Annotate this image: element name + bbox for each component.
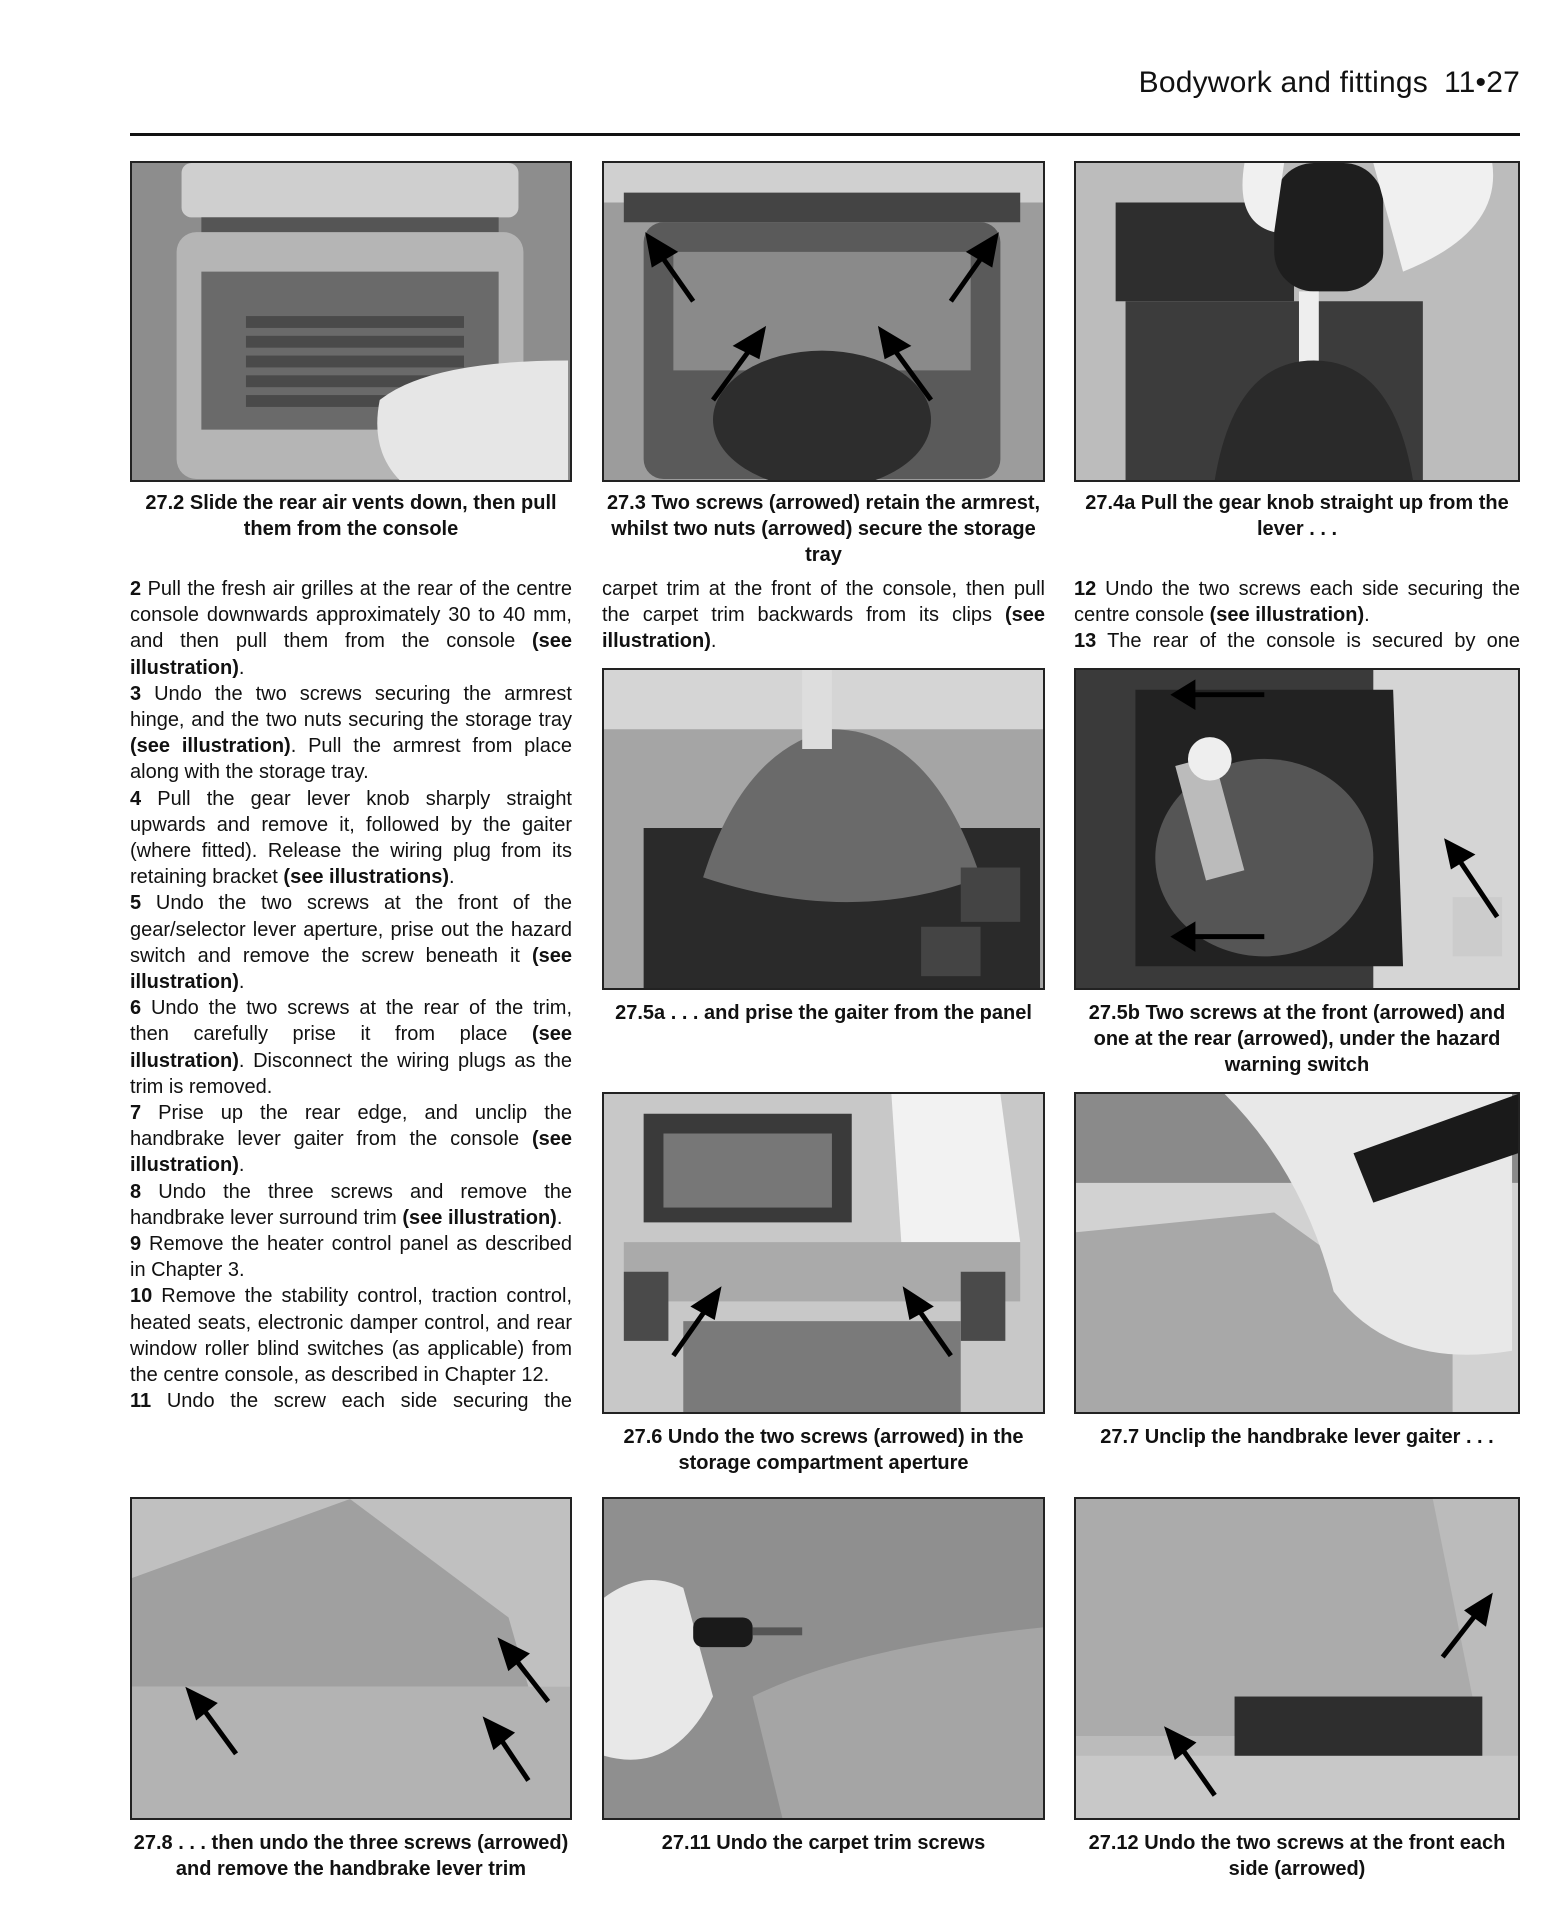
bold-text: (see illustration) <box>130 630 572 679</box>
step-3 <box>130 681 572 786</box>
page-number: 11•27 <box>1443 66 1520 99</box>
body-column-3 <box>1074 576 1520 655</box>
running-header <box>1139 66 1520 100</box>
caption-27-5a: 27.5a . . . and prise the gaiter from the panel <box>615 1002 1032 1024</box>
body-text: . Disconnect the wiring plugs as the trim is removed. <box>130 1049 572 1098</box>
caption-27-7: 27.7 Unclip the handbrake lever gaiter . . . <box>1100 1426 1494 1448</box>
bold-text: (see illustration) <box>130 1128 572 1177</box>
body-text: Pull the fresh air grilles at the rear of the centre console downwards approximately 30 to 40 mm, and then pull them from the console <box>130 578 573 653</box>
step-11-continued <box>602 576 1045 655</box>
photo-27-5a <box>602 668 1045 990</box>
caption-27-2: 27.2 Slide the rear air vents down, then pull them from the console <box>145 492 557 540</box>
body-text: Remove the heater control panel as described in Chapter 3. <box>130 1233 572 1282</box>
bold-text: (see illustration) <box>1209 604 1365 627</box>
caption-27-8: 27.8 . . . then undo the three screws (arrowed) and remove the handbrake lever trim <box>133 1832 569 1880</box>
caption-27-3: 27.3 Two screws (arrowed) retain the armrest, whilst two nuts (arrowed) secure the storage tray <box>606 492 1041 566</box>
photo-illustration <box>604 1094 1043 1412</box>
photo-illustration <box>132 1499 570 1818</box>
bold-text: 10 <box>130 1285 153 1308</box>
caption-27-12: 27.12 Undo the two screws at the front each side (arrowed) <box>1088 1832 1506 1880</box>
step-9 <box>130 1231 572 1283</box>
bold-text: 4 <box>130 787 142 810</box>
body-text: . Pull the armrest from place along with the storage tray. <box>130 735 572 784</box>
step-10 <box>130 1283 572 1388</box>
body-text: Undo the two screws each side securing the centre console <box>1074 578 1520 627</box>
bold-text: 6 <box>130 997 142 1020</box>
photo-illustration <box>1076 1499 1518 1818</box>
caption-27-6: 27.6 Undo the two screws (arrowed) in the storage compartment aperture <box>623 1426 1024 1474</box>
photo-illustration <box>604 1499 1043 1818</box>
photo-illustration <box>132 163 570 480</box>
bold-text: 11 <box>130 1390 152 1413</box>
body-text: Undo the screw each side securing the <box>166 1390 573 1413</box>
bold-text: 8 <box>130 1180 142 1203</box>
bold-text: (see illustration) <box>130 735 291 758</box>
bold-text: 13 <box>1074 630 1097 653</box>
body-text: Undo the two screws at the rear of the trim, then carefully prise it from place <box>130 997 572 1046</box>
photo-27-11 <box>602 1497 1045 1820</box>
body-text: The rear of the console is secured by one <box>1107 630 1520 653</box>
photo-illustration <box>1076 670 1518 988</box>
body-text: Pull the gear lever knob sharply straight upwards and remove it, followed by the gaiter (where fitted). Release the wiring plug from its retaining bracket <box>130 787 572 889</box>
step-8 <box>130 1179 572 1231</box>
caption-27-11: 27.11 Undo the carpet trim screws <box>661 1832 986 1854</box>
bold-text: (see illustration) <box>402 1206 557 1229</box>
body-text: . <box>1364 604 1370 627</box>
photo-27-8 <box>130 1497 572 1820</box>
section-title: Bodywork and fittings <box>1138 66 1428 99</box>
body-text: Undo the two screws securing the armrest hinge, and the two nuts securing the storage tray <box>130 682 572 732</box>
step-12 <box>1074 576 1520 628</box>
caption-27-5b: 27.5b Two screws at the front (arrowed) and one at the rear (arrowed), under the hazard warning switch <box>1088 1002 1506 1076</box>
bold-text: 7 <box>130 1102 142 1125</box>
body-text: Prise up the rear edge, and unclip the handbrake lever gaiter from the console <box>130 1102 572 1151</box>
photo-illustration <box>604 163 1043 480</box>
body-text: carpet trim at the front of the console, then pull the carpet trim backwards from its clips <box>602 578 1045 627</box>
step-6 <box>130 995 572 1100</box>
bold-text: 5 <box>130 892 142 915</box>
photo-illustration <box>604 670 1043 988</box>
bold-text: (see illustration) <box>130 944 572 994</box>
body-text: . <box>449 866 455 889</box>
body-text: Remove the stability control, traction control, heated seats, electronic damper control, and rear window roller blind switches (as applicable) from the centre console, as described in Chapter 12. <box>130 1285 572 1387</box>
bold-text: 12 <box>1074 578 1097 600</box>
body-text: . <box>238 971 245 994</box>
photo-27-3 <box>602 161 1045 482</box>
header-rule <box>130 133 1520 136</box>
bold-text: (see illustration) <box>602 604 1045 653</box>
photo-27-2 <box>130 161 572 482</box>
bold-text: (see illustration) <box>130 1023 572 1072</box>
step-13 <box>1074 628 1520 654</box>
step-4 <box>130 786 572 891</box>
body-text: . <box>556 1206 563 1229</box>
photo-illustration <box>1076 1094 1518 1412</box>
step-5 <box>130 890 572 995</box>
step-2 <box>130 576 572 681</box>
photo-27-12 <box>1074 1497 1520 1820</box>
step-11 <box>130 1388 572 1414</box>
body-text: Undo the two screws at the front of the gear/selector lever aperture, prise out the hazard switch and remove the screw beneath it <box>130 892 573 967</box>
photo-27-4a <box>1074 161 1520 482</box>
body-column-2 <box>602 576 1045 655</box>
body-column-1 <box>130 576 572 1415</box>
body-text: Undo the three screws and remove the handbrake lever surround trim <box>130 1180 572 1229</box>
body-text: . <box>238 1154 245 1177</box>
photo-27-7 <box>1074 1092 1520 1414</box>
photo-illustration <box>1076 163 1518 480</box>
photo-27-5b <box>1074 668 1520 990</box>
body-text: . <box>710 630 717 653</box>
caption-27-4a: 27.4a Pull the gear knob straight up from the lever . . . <box>1085 492 1509 540</box>
photo-27-6 <box>602 1092 1045 1414</box>
bold-text: 3 <box>130 682 142 705</box>
bold-text: 9 <box>130 1233 142 1256</box>
bold-text: 2 <box>130 578 142 600</box>
bold-text: (see illustrations) <box>283 866 450 889</box>
body-text: . <box>238 656 245 679</box>
step-7 <box>130 1100 572 1179</box>
